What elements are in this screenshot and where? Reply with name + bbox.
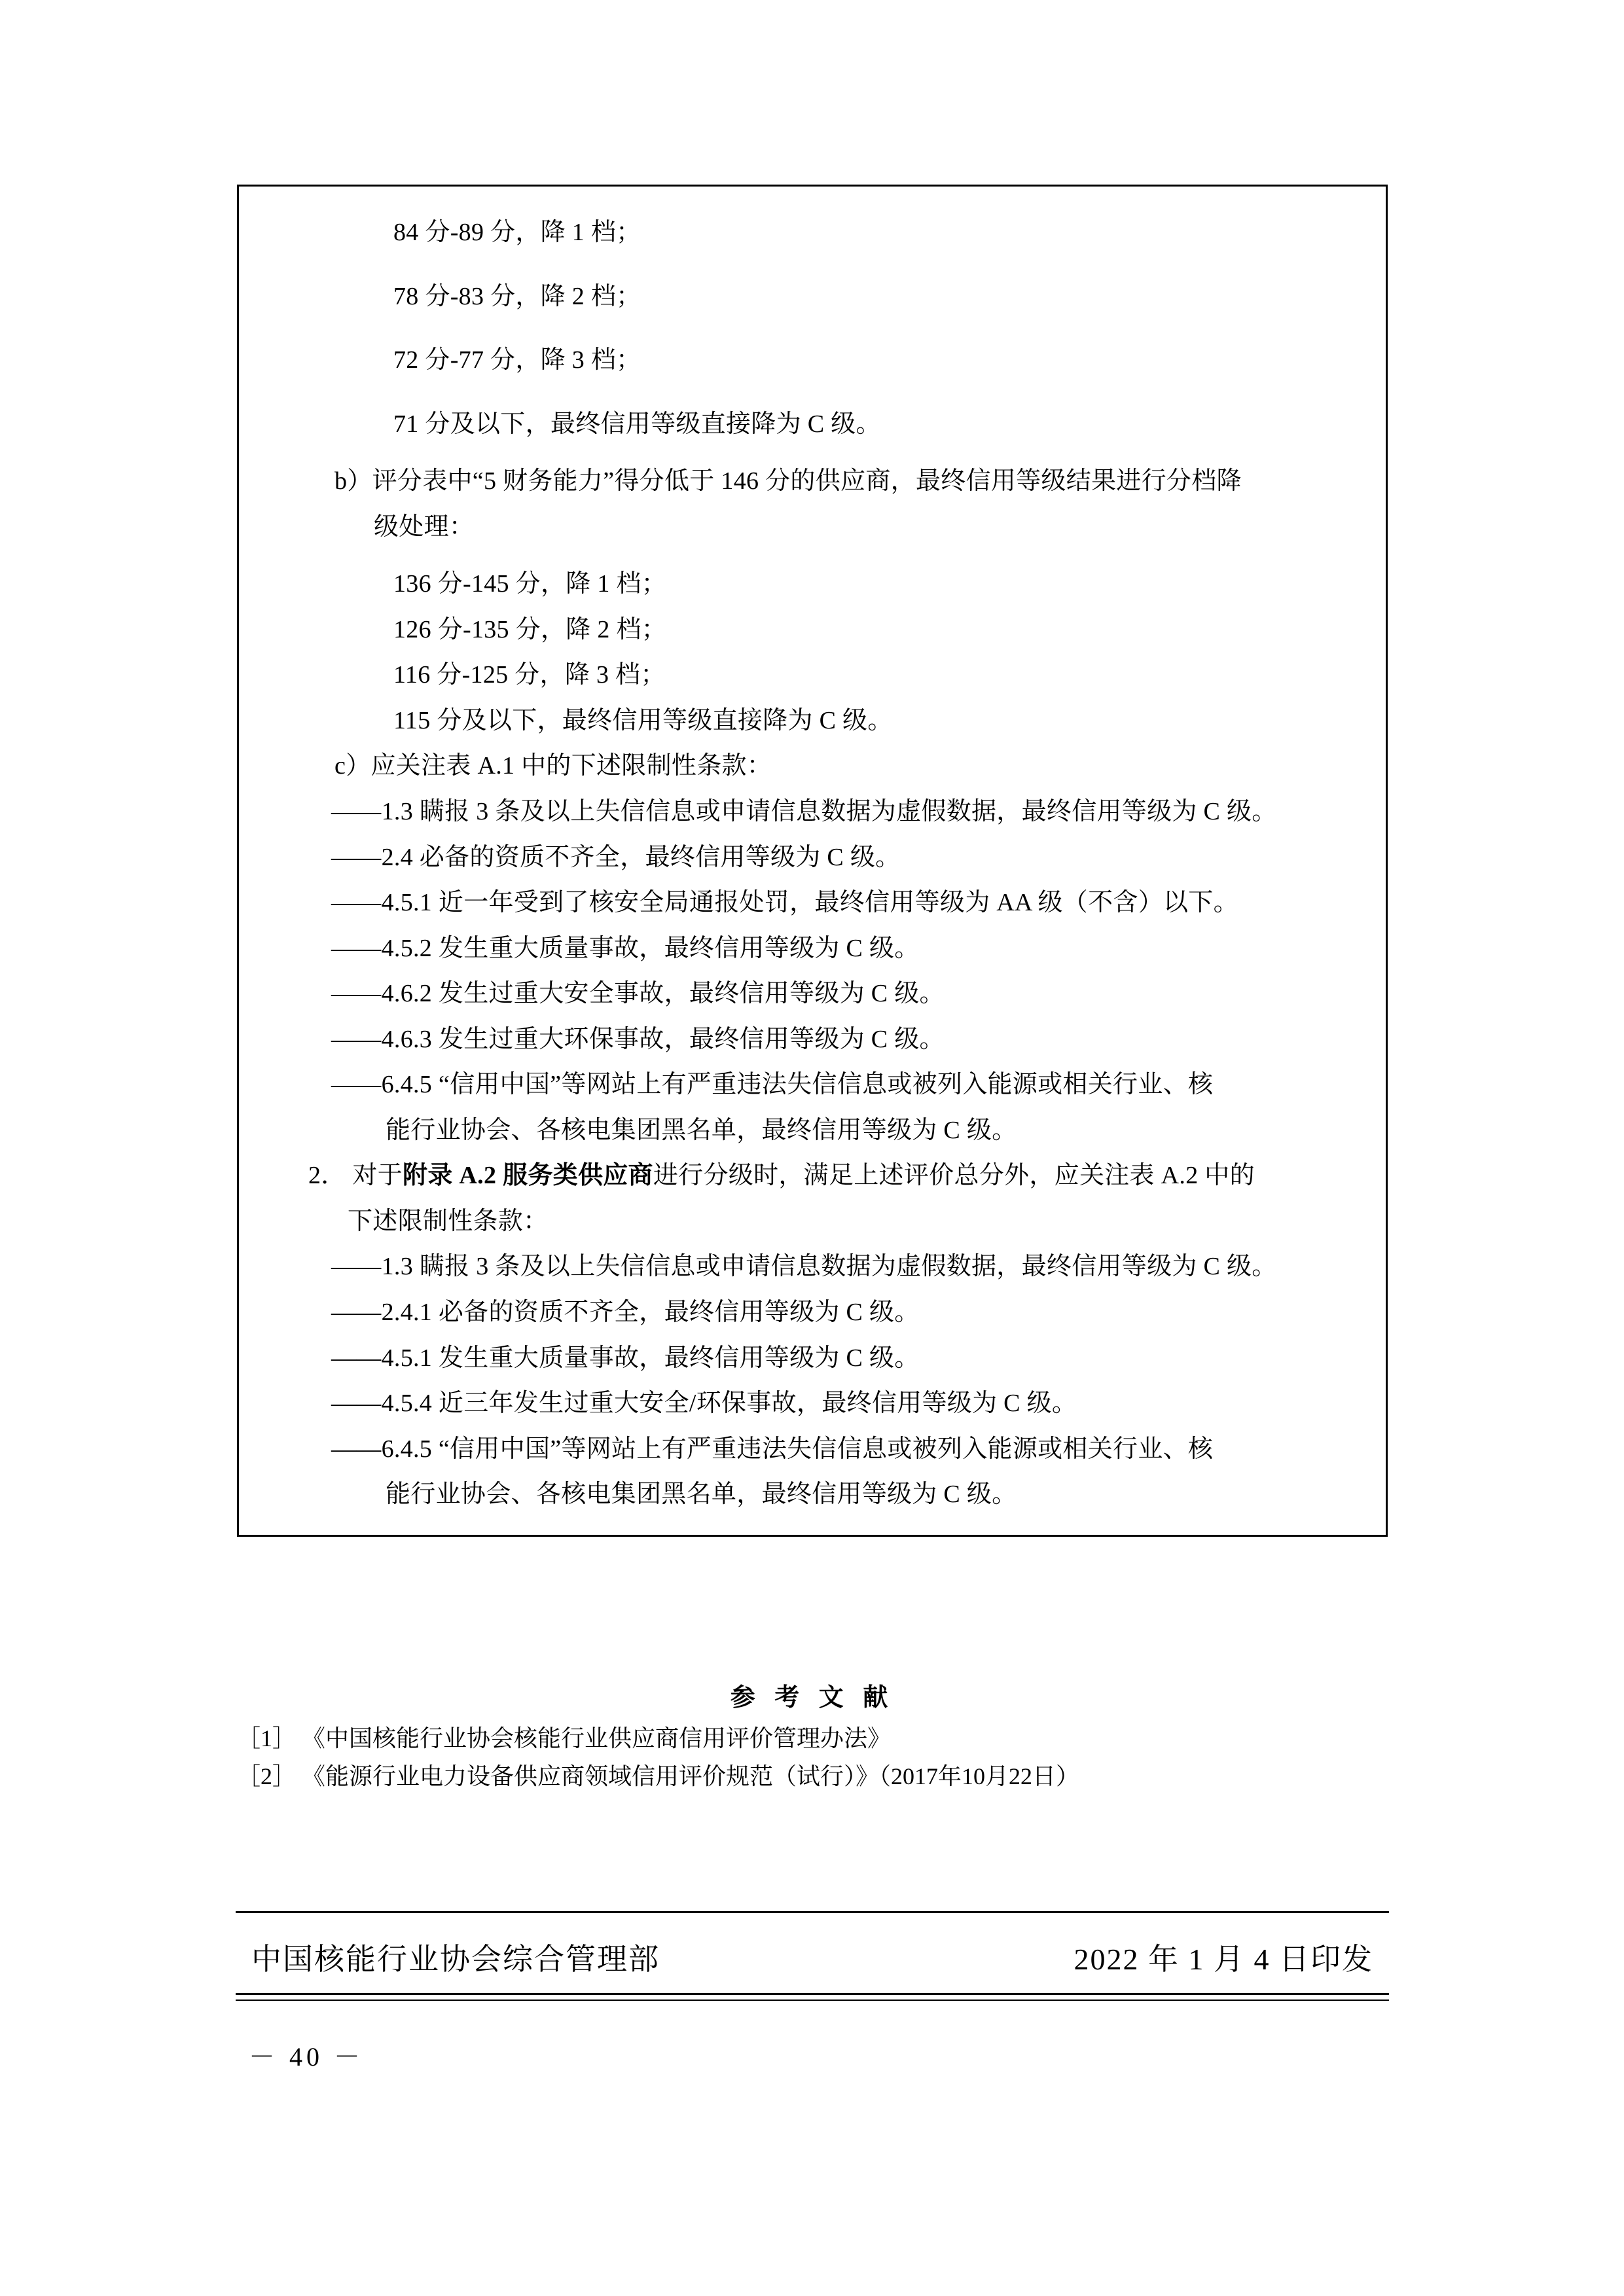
restriction-item: ——1.3 瞒报 3 条及以上失信信息或申请信息数据为虚假数据，最终信用等级为 C 级。 <box>331 1253 1277 1281</box>
item-2-prefix: 2． 对于 <box>308 1162 403 1190</box>
clause-c-line: c）应关注表 A.1 中的下述限制性条款： <box>334 752 772 780</box>
footer-issuer: 中国核能行业协会综合管理部 <box>251 1943 660 1976</box>
score-band-line: 72 分-77 分，降 3 档； <box>393 346 641 374</box>
restriction-item: ——2.4.1 必备的资质不齐全，最终信用等级为 C 级。 <box>331 1299 920 1327</box>
restriction-item: ——4.6.2 发生过重大安全事故，最终信用等级为 C 级。 <box>331 980 945 1008</box>
restriction-item: ——6.4.5 “信用中国”等网站上有严重违法失信信息或被列入能源或相关行业、核 <box>331 1071 1214 1099</box>
clause-b-line1: b）评分表中“5 财务能力”得分低于 146 分的供应商，最终信用等级结果进行分档降 <box>334 467 1242 495</box>
item-2-suffix: 进行分级时，满足上述评价总分外，应关注表 A.2 中的 <box>653 1162 1255 1190</box>
footer-rule-bottom-outer <box>236 1993 1389 1995</box>
footer-rule-bottom-inner <box>236 2000 1389 2001</box>
references-section <box>237 1677 1388 1796</box>
item-2-bold-term: 附录 A.2 服务类供应商 <box>403 1162 653 1190</box>
restriction-item-wrap: 能行业协会、各核电集团黑名单，最终信用等级为 C 级。 <box>386 1480 1017 1509</box>
score-band-line: 84 分-89 分，降 1 档； <box>393 219 641 246</box>
reference-item: ［2］ 《能源行业电力设备供应商领域信用评价规范（试行）》（2017年10月22日） <box>237 1763 1080 1790</box>
score-band-line: 116 分-125 分，降 3 档； <box>393 661 666 689</box>
restriction-item: ——4.5.1 发生重大质量事故，最终信用等级为 C 级。 <box>331 1344 920 1372</box>
restriction-item: ——2.4 必备的资质不齐全，最终信用等级为 C 级。 <box>331 843 901 871</box>
item-2-line2: 下述限制性条款： <box>348 1207 549 1235</box>
restriction-item: ——4.5.4 近三年发生过重大安全/环保事故，最终信用等级为 C 级。 <box>331 1390 1077 1418</box>
footer-date: 2022 年 1 月 4 日印发 <box>1074 1943 1373 1976</box>
restriction-item: ——4.5.1 近一年受到了核安全局通报处罚，最终信用等级为 AA 级（不含）以下。 <box>331 889 1238 917</box>
restriction-item: ——4.5.2 发生重大质量事故，最终信用等级为 C 级。 <box>331 934 920 962</box>
score-band-line: 136 分-145 分，降 1 档； <box>393 570 667 598</box>
references-title: 参 考 文 献 <box>730 1684 895 1712</box>
restriction-item: ——6.4.5 “信用中国”等网站上有严重违法失信信息或被列入能源或相关行业、核 <box>331 1435 1214 1463</box>
page-number: － 40 － <box>249 2042 364 2072</box>
restriction-item: ——4.6.3 发生过重大环保事故，最终信用等级为 C 级。 <box>331 1025 945 1053</box>
restriction-item: ——1.3 瞒报 3 条及以上失信信息或申请信息数据为虚假数据，最终信用等级为 C 级。 <box>331 798 1277 826</box>
score-band-line: 115 分及以下，最终信用等级直接降为 C 级。 <box>393 706 893 734</box>
item-2-line1 <box>269 1156 1356 1196</box>
score-band-line: 78 分-83 分，降 2 档； <box>393 282 641 310</box>
page-footer <box>236 1911 1389 2073</box>
restriction-item-wrap: 能行业协会、各核电集团黑名单，最终信用等级为 C 级。 <box>386 1116 1017 1144</box>
reference-item: ［1］ 《中国核能行业协会核能行业供应商信用评价管理办法》 <box>237 1725 892 1751</box>
score-band-line: 126 分-135 分，降 2 档； <box>393 615 667 643</box>
clause-b-line2: 级处理： <box>374 512 475 541</box>
content-box <box>237 185 1388 1537</box>
footer-row <box>236 1913 1389 1993</box>
score-band-line: 71 分及以下，最终信用等级直接降为 C 级。 <box>393 410 881 438</box>
